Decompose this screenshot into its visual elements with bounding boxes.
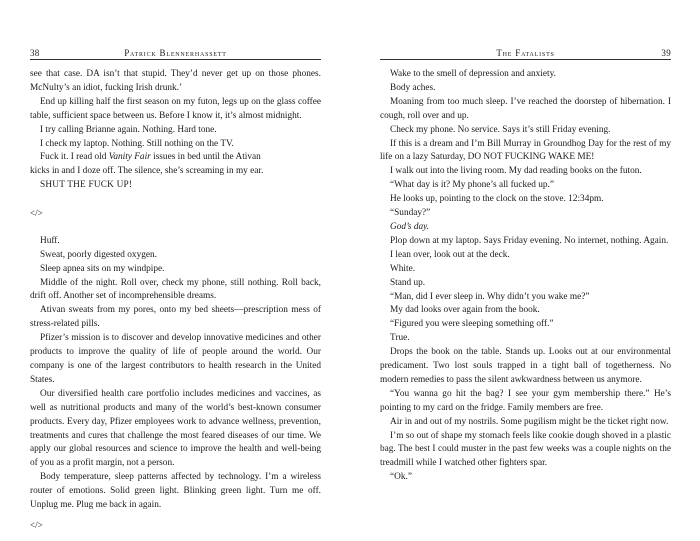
paragraph: Air in and out of my nostrils. Some pugilism might be the ticket right now.: [390, 416, 669, 427]
paragraph: kicks in and I doze off. The silence, she’s screaming in my ear.: [30, 166, 264, 177]
paragraph: “Ok.”: [390, 472, 412, 483]
paragraph: My dad looks over again from the book.: [390, 305, 540, 316]
section-break: </>: [30, 208, 43, 219]
paragraph: God’s day.: [390, 221, 430, 232]
paragraph: Pfizer’s mission is to discover and develop innovative medicines and other products to improve the quality of life of people around the world. Our company is one of the largest contributors to health research in the United States.: [30, 333, 321, 385]
paragraph: Body aches.: [390, 82, 436, 93]
paragraph: Check my phone. No service. Says it’s still Friday evening.: [390, 124, 611, 135]
left-page: [30, 0, 321, 541]
text-run: Fuck it. I read old: [40, 152, 109, 163]
paragraph: Body temperature, sleep patterns affected by technology. I’m a wireless router of emotions. Solid green light. Blinking green light. Turn me off. Unplug me. Plug me back in again.: [30, 472, 321, 511]
paragraph: Our diversified health care portfolio includes medicines and vaccines, as well as nutritional products and many of the world’s best-known consumer products. Every day, Pfizer employees work to advance wellness, prevention, treatments and cures that challenge the most feared diseases of our time. We apply our global resources and science to improve the health and well-being of you as a profit margin, not a person.: [30, 388, 321, 469]
paragraph: I try calling Brianne again. Nothing. Hard tone.: [40, 124, 217, 135]
paragraph: I lean over, look out at the deck.: [390, 249, 510, 260]
paragraph: Huff.: [40, 235, 60, 246]
paragraph: “You wanna go hit the bag? I see your gym membership there.” He’s pointing to my card on the fridge. Family members are free.: [380, 388, 671, 413]
paragraph: see that case. DA isn’t that stupid. They’d never get up on those phones. McNulty’s an idiot, fucking Irish drunk.’: [30, 69, 321, 93]
section-break: </>: [30, 519, 43, 530]
paragraph: True.: [390, 333, 410, 344]
paragraph: I’m so out of shape my stomach feels like cookie dough shoved in a plastic bag. The best I could muster in the past few weeks was a couple nights on the treadmill while I watched other fighters spar.: [380, 430, 671, 469]
paragraph: I walk out into the living room. My dad reading books on the futon.: [390, 166, 642, 177]
paragraph: I check my laptop. Nothing. Still nothing on the TV.: [40, 138, 234, 149]
paragraph: Ativan sweats from my pores, onto my bed sheets—prescription mess of stress-related pills.: [30, 305, 321, 330]
left-body-text: [30, 68, 321, 533]
paragraph: Plop down at my laptop. Says Friday evening. No internet, nothing. Again.: [390, 235, 669, 246]
right-body-text: [380, 68, 671, 485]
right-page: [380, 0, 671, 541]
paragraph: If this is a dream and I’m Bill Murray in Groundhog Day for the rest of my life on a lazy Saturday, DO NOT FUCKING WAKE ME!: [380, 138, 671, 163]
magazine-title: Vanity Fair: [108, 152, 151, 163]
left-header: [30, 47, 321, 60]
right-header: [380, 47, 671, 60]
paragraph: Drops the book on the table. Stands up. Looks out at our environmental predicament. Two lost souls trapped in a tight ball of togetherness. No modern remedies to pass the silent awkwardness between us anymore.: [380, 347, 671, 385]
page-number: 39: [661, 48, 671, 58]
paragraph: Stand up.: [390, 277, 426, 288]
paragraph: Wake to the smell of depression and anxiety.: [390, 69, 556, 79]
paragraph: Middle of the night. Roll over, check my phone, still nothing. Roll back, drift off. Another set of incomprehensible dreams.: [30, 277, 321, 302]
paragraph: End up killing half the first season on my futon, legs up on the glass coffee table, sufficient space between us. Before I know it, it’s almost midnight.: [30, 96, 321, 121]
paragraph: He looks up, pointing to the clock on the stove. 12:34pm.: [390, 194, 604, 205]
running-head: The Fatalists: [496, 48, 555, 58]
page-number: 38: [30, 48, 40, 58]
paragraph: Moaning from too much sleep. I’ve reached the doorstep of hibernation. I cough, roll over and up.: [380, 96, 671, 121]
paragraph: SHUT THE FUCK UP!: [40, 180, 133, 191]
paragraph: “Figured you were sleeping something off.”: [390, 319, 554, 330]
paragraph: Sweat, poorly digested oxygen.: [40, 249, 157, 260]
text-run: issues in bed until the Ativan: [150, 152, 261, 163]
running-head: Patrick Blennerhassett: [124, 48, 227, 58]
paragraph: White.: [390, 263, 416, 274]
paragraph: “Man, did I ever sleep in. Why didn’t you wake me?”: [390, 291, 590, 302]
paragraph: “What day is it? My phone’s all fucked up.”: [390, 180, 554, 191]
paragraph: “Sunday?”: [390, 208, 431, 219]
paragraph: Sleep apnea sits on my windpipe.: [40, 263, 165, 274]
paragraph: [30, 151, 321, 165]
